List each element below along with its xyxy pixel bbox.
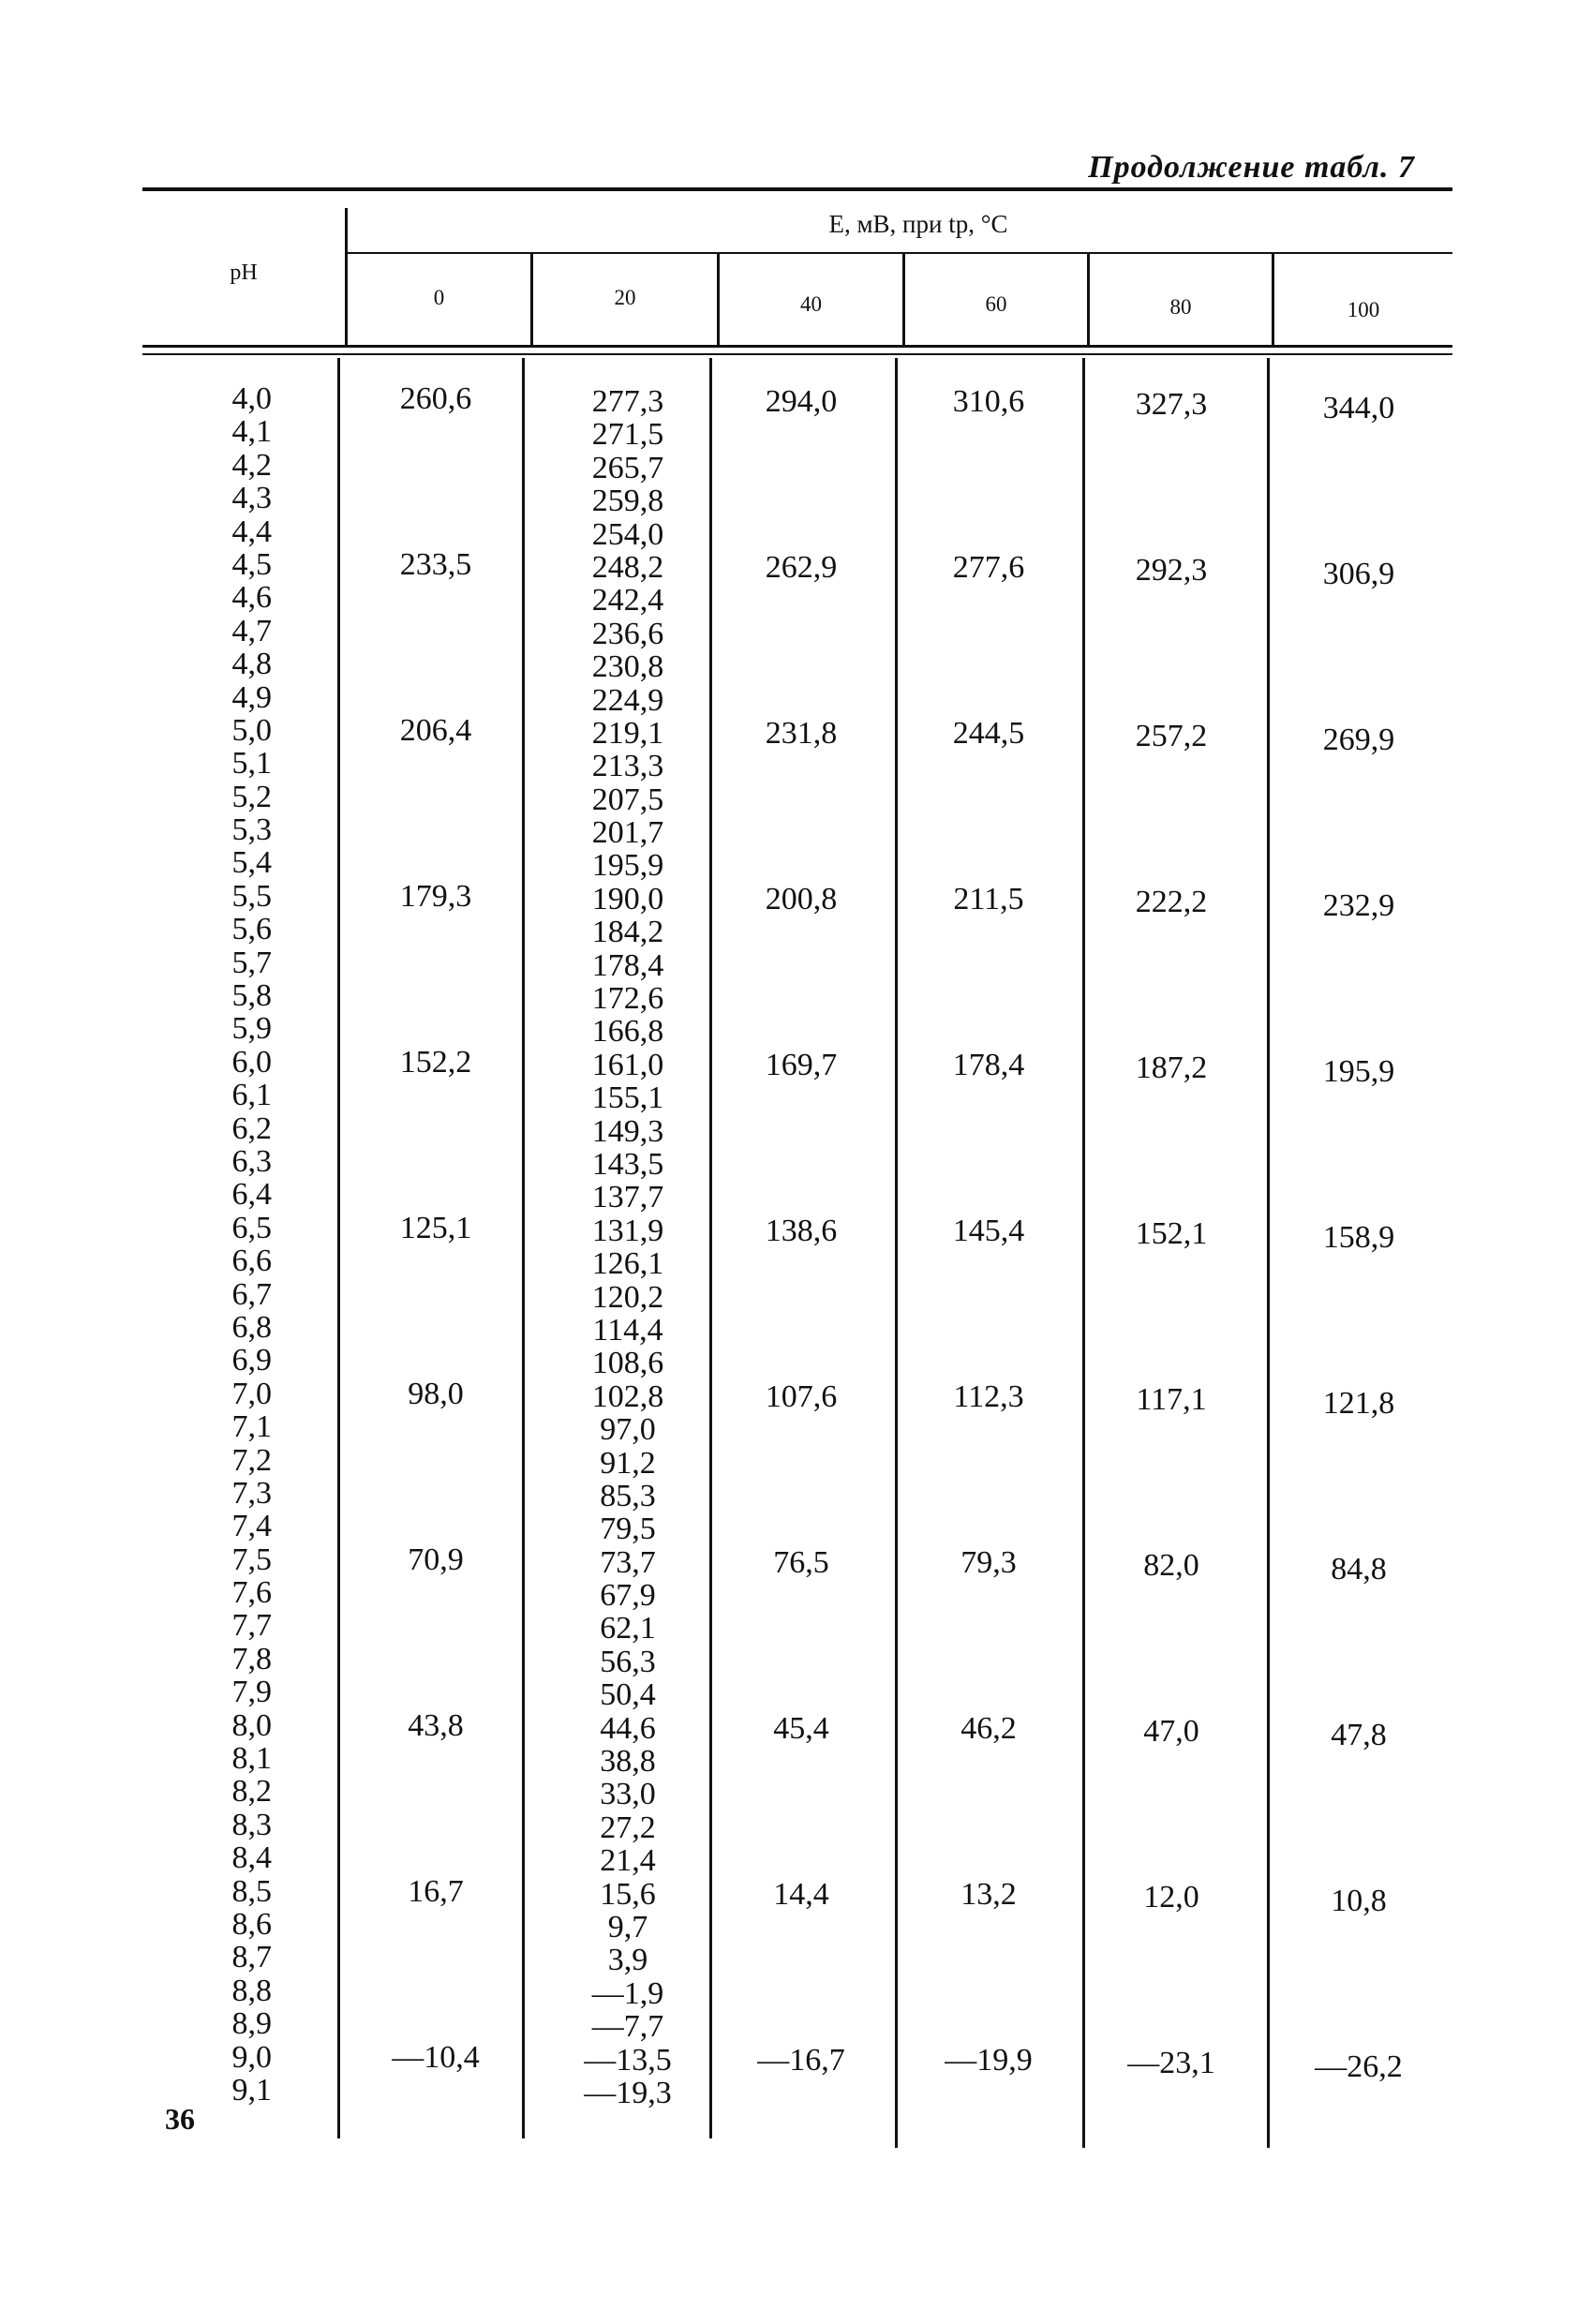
temp-20-value-cell: 248,2 (591, 549, 664, 585)
temp-0-value-cell: 233,5 (399, 547, 472, 582)
temp-60-value-cell: —19,9 (945, 2043, 1033, 2078)
temp-20-value-cell: 131,9 (591, 1213, 664, 1248)
temp-60-value-cell: 112,3 (953, 1379, 1024, 1414)
temp-20-value-cell: 161,0 (591, 1047, 664, 1082)
temperature-header-20: 20 (614, 286, 636, 309)
ph-value-cell: 6,5 (231, 1210, 272, 1245)
temp-20-value-cell: 207,5 (591, 782, 664, 817)
ph-value-cell: 6,9 (231, 1343, 272, 1378)
temp-20-value-cell: 230,8 (591, 649, 664, 685)
temperature-header-100: 100 (1347, 298, 1380, 321)
temp-20-value-cell: 254,0 (591, 516, 664, 552)
ph-value-cell: 4,2 (231, 447, 272, 483)
temp-80-value-cell: 117,1 (1136, 1382, 1207, 1417)
temp-0-value-cell: 125,1 (399, 1211, 472, 1245)
temp-0-value-cell: 98,0 (408, 1377, 464, 1411)
temp-20-value-cell: 44,6 (600, 1710, 656, 1746)
temp-20-value-cell: 27,2 (600, 1810, 656, 1845)
temp-40-value-cell: 231,8 (765, 716, 838, 751)
ph-value-cell: 4,8 (231, 647, 272, 682)
ph-value-cell: 6,0 (231, 1044, 272, 1080)
ph-value-cell: 5,2 (231, 779, 272, 814)
temperature-header-0: 0 (433, 286, 445, 309)
temp-20-value-cell: 108,6 (591, 1346, 664, 1381)
temperature-header-80: 80 (1169, 295, 1192, 319)
temp-100-value-cell: 232,9 (1322, 888, 1395, 923)
temp-20-value-cell: 15,6 (600, 1876, 656, 1912)
temp-20-value-cell: 149,3 (591, 1113, 664, 1149)
ph-value-cell: 5,6 (231, 912, 272, 947)
temp-20-value-cell: 3,9 (607, 1943, 648, 1978)
ph-value-cell: 7,2 (231, 1442, 272, 1478)
ph-value-cell: 8,7 (231, 1940, 272, 1975)
temp-60-value-cell: 46,2 (960, 1711, 1017, 1746)
ph-value-cell: 5,3 (231, 812, 272, 848)
temp-20-value-cell: 172,6 (591, 981, 664, 1017)
ph-value-cell: 4,9 (231, 679, 272, 715)
body-vline (1082, 358, 1085, 2148)
group-header-rule (347, 252, 1452, 254)
temp-60-value-cell: 178,4 (952, 1048, 1025, 1082)
temp-60-value-cell: 310,6 (952, 384, 1025, 419)
temp-40-value-cell: 14,4 (773, 1877, 829, 1912)
temp-20-value-cell: 120,2 (591, 1279, 664, 1315)
ph-value-cell: 5,9 (231, 1011, 272, 1047)
temp-100-value-cell: 10,8 (1331, 1884, 1387, 1918)
temp-100-value-cell: 306,9 (1322, 557, 1395, 591)
ph-value-cell: 7,6 (231, 1575, 272, 1611)
temp-80-value-cell: —23,1 (1127, 2046, 1215, 2080)
temp-20-value-cell: 50,4 (600, 1677, 656, 1713)
temp-60-value-cell: 145,4 (952, 1214, 1025, 1248)
ph-value-cell: 6,7 (231, 1276, 272, 1312)
body-vline (1267, 358, 1270, 2148)
temp-20-value-cell: 67,9 (600, 1578, 656, 1614)
page-number: 36 (165, 2102, 195, 2136)
temp-80-value-cell: 82,0 (1143, 1548, 1199, 1583)
temp-20-value-cell: 201,7 (591, 815, 664, 851)
temp-40-value-cell: 76,5 (773, 1545, 829, 1580)
temp-100-value-cell: 158,9 (1322, 1220, 1395, 1255)
temp-20-value-cell: 85,3 (600, 1478, 656, 1513)
temp-20-value-cell: 79,5 (600, 1512, 656, 1547)
temp-0-value-cell: 70,9 (408, 1542, 464, 1577)
temp-60-value-cell: 13,2 (960, 1877, 1017, 1912)
temp-0-value-cell: 152,2 (399, 1045, 472, 1080)
ph-value-cell: 5,5 (231, 878, 272, 914)
temp-100-value-cell: 344,0 (1322, 391, 1395, 425)
ph-value-cell: 8,4 (231, 1840, 272, 1876)
temp-20-value-cell: 236,6 (591, 616, 664, 651)
temp-60-value-cell: 244,5 (952, 716, 1025, 751)
ph-value-cell: 8,8 (231, 1973, 272, 2008)
temp-0-value-cell: 260,6 (399, 381, 472, 416)
temp-100-value-cell: 195,9 (1322, 1054, 1395, 1089)
temp-20-value-cell: 265,7 (591, 450, 664, 485)
ph-column-header: pH (230, 261, 258, 285)
temp-80-value-cell: 222,2 (1135, 885, 1208, 919)
temp-0-value-cell: 16,7 (408, 1874, 464, 1909)
temp-20-value-cell: 137,7 (591, 1180, 664, 1215)
temp-20-value-cell: 33,0 (600, 1777, 656, 1812)
ph-value-cell: 7,9 (231, 1675, 272, 1710)
temp-100-value-cell: —26,2 (1315, 2049, 1403, 2084)
temp-40-value-cell: —16,7 (757, 2043, 845, 2078)
temp-60-value-cell: 277,6 (952, 550, 1025, 585)
ph-value-cell: 6,6 (231, 1244, 272, 1279)
body-vline (522, 358, 525, 2138)
ph-value-cell: 9,1 (231, 2072, 272, 2108)
ph-value-cell: 7,0 (231, 1376, 272, 1411)
temp-20-value-cell: —1,9 (591, 1975, 664, 2011)
temp-80-value-cell: 257,2 (1135, 719, 1208, 753)
ph-value-cell: 6,2 (231, 1110, 272, 1146)
ph-value-cell: 9,0 (231, 2039, 272, 2075)
temp-80-value-cell: 152,1 (1135, 1216, 1208, 1251)
ph-value-cell: 8,9 (231, 2006, 272, 2042)
table-caption: Продолжение табл. 7 (1088, 150, 1415, 185)
temp-20-value-cell: 242,4 (591, 583, 664, 618)
temp-80-value-cell: 187,2 (1135, 1050, 1208, 1085)
header-vline (345, 208, 348, 347)
temp-20-value-cell: 73,7 (600, 1544, 656, 1580)
ph-value-cell: 5,0 (231, 712, 272, 748)
temp-20-value-cell: 178,4 (591, 947, 664, 983)
ph-value-cell: 7,1 (231, 1409, 272, 1445)
temp-20-value-cell: 97,0 (600, 1412, 656, 1448)
temp-20-value-cell: —13,5 (584, 2042, 672, 2078)
temp-80-value-cell: 292,3 (1135, 553, 1208, 588)
ph-value-cell: 4,1 (231, 414, 272, 450)
ph-value-cell: 5,1 (231, 746, 272, 782)
temp-20-value-cell: 277,3 (591, 384, 664, 419)
temp-20-value-cell: —7,7 (591, 2009, 664, 2045)
temp-20-value-cell: 155,1 (591, 1080, 664, 1116)
temp-20-value-cell: 21,4 (600, 1843, 656, 1879)
temp-100-value-cell: 269,9 (1322, 723, 1395, 757)
temp-20-value-cell: 102,8 (591, 1378, 664, 1414)
temp-20-value-cell: 195,9 (591, 848, 664, 884)
temp-20-column (543, 385, 712, 2109)
temp-20-value-cell: 38,8 (600, 1744, 656, 1780)
temp-100-value-cell: 121,8 (1322, 1386, 1395, 1421)
ph-column (169, 382, 272, 2107)
temp-80-value-cell: 12,0 (1143, 1880, 1199, 1914)
ph-value-cell: 6,8 (231, 1309, 272, 1345)
ph-value-cell: 8,0 (231, 1707, 272, 1743)
temp-0-value-cell: 43,8 (408, 1708, 464, 1743)
ph-value-cell: 4,4 (231, 514, 272, 549)
ph-value-cell: 4,6 (231, 580, 272, 616)
temp-60-value-cell: 211,5 (953, 882, 1024, 916)
temp-20-value-cell: 9,7 (607, 1909, 648, 1944)
temp-20-value-cell: 271,5 (591, 417, 664, 453)
temperature-header-60: 60 (985, 292, 1007, 316)
ph-value-cell: 7,7 (231, 1608, 272, 1644)
ph-value-cell: 6,3 (231, 1143, 272, 1179)
temp-20-value-cell: 213,3 (591, 749, 664, 784)
temp-20-value-cell: 224,9 (591, 682, 664, 718)
ph-value-cell: 4,3 (231, 481, 272, 516)
ph-value-cell: 5,4 (231, 845, 272, 881)
ph-value-cell: 8,6 (231, 1906, 272, 1942)
temp-0-value-cell: 206,4 (399, 713, 472, 748)
header-bottom-rule (142, 345, 1452, 348)
temp-20-value-cell: 143,5 (591, 1146, 664, 1182)
temp-20-value-cell: 56,3 (600, 1644, 656, 1679)
temp-40-value-cell: 138,6 (765, 1214, 838, 1248)
header-bottom-rule-2 (142, 353, 1452, 355)
temp-20-value-cell: 91,2 (600, 1445, 656, 1481)
ph-value-cell: 7,4 (231, 1509, 272, 1544)
ph-value-cell: 8,1 (231, 1741, 272, 1777)
temp-20-value-cell: 62,1 (600, 1611, 656, 1646)
temp-0-value-cell: 179,3 (399, 879, 472, 914)
temp-80-value-cell: 47,0 (1143, 1714, 1199, 1749)
potential-group-header: E, мВ, при tр, °C (828, 210, 1008, 238)
ph-value-cell: 8,5 (231, 1873, 272, 1909)
ph-value-cell: 6,4 (231, 1177, 272, 1213)
ph-value-cell: 5,8 (231, 978, 272, 1014)
body-vline (337, 358, 340, 2138)
temp-20-value-cell: 259,8 (591, 484, 664, 519)
temp-20-value-cell: 219,1 (591, 715, 664, 751)
ph-value-cell: 7,8 (231, 1641, 272, 1676)
temp-100-value-cell: 84,8 (1331, 1552, 1387, 1587)
ph-value-cell: 6,1 (231, 1078, 272, 1113)
ph-value-cell: 8,3 (231, 1807, 272, 1842)
ph-value-cell: 4,7 (231, 613, 272, 648)
temp-20-value-cell: 190,0 (591, 881, 664, 916)
temp-40-value-cell: 294,0 (765, 384, 838, 419)
temp-80-value-cell: 327,3 (1135, 387, 1208, 422)
temp-60-value-cell: 79,3 (960, 1545, 1017, 1580)
ph-value-cell: 7,5 (231, 1542, 272, 1577)
ph-value-cell: 4,5 (231, 546, 272, 582)
temp-20-value-cell: 166,8 (591, 1014, 664, 1050)
temp-40-value-cell: 107,6 (765, 1379, 838, 1414)
body-vline (895, 358, 898, 2148)
ph-value-cell: 8,2 (231, 1774, 272, 1810)
temp-20-value-cell: 114,4 (592, 1312, 663, 1348)
temp-40-value-cell: 169,7 (765, 1048, 838, 1082)
temp-20-value-cell: —19,3 (584, 2075, 672, 2110)
ph-value-cell: 7,3 (231, 1475, 272, 1511)
temp-20-value-cell: 184,2 (591, 915, 664, 950)
temp-40-value-cell: 45,4 (773, 1711, 829, 1746)
ph-value-cell: 5,7 (231, 945, 272, 980)
temp-100-value-cell: 47,8 (1331, 1718, 1387, 1752)
top-rule (142, 187, 1452, 191)
temperature-header-40: 40 (800, 292, 822, 316)
temp-40-value-cell: 200,8 (765, 882, 838, 916)
temp-20-value-cell: 126,1 (591, 1246, 664, 1282)
ph-value-cell: 4,0 (231, 381, 272, 416)
temp-40-value-cell: 262,9 (765, 550, 838, 585)
temp-0-value-cell: —10,4 (392, 2040, 480, 2075)
